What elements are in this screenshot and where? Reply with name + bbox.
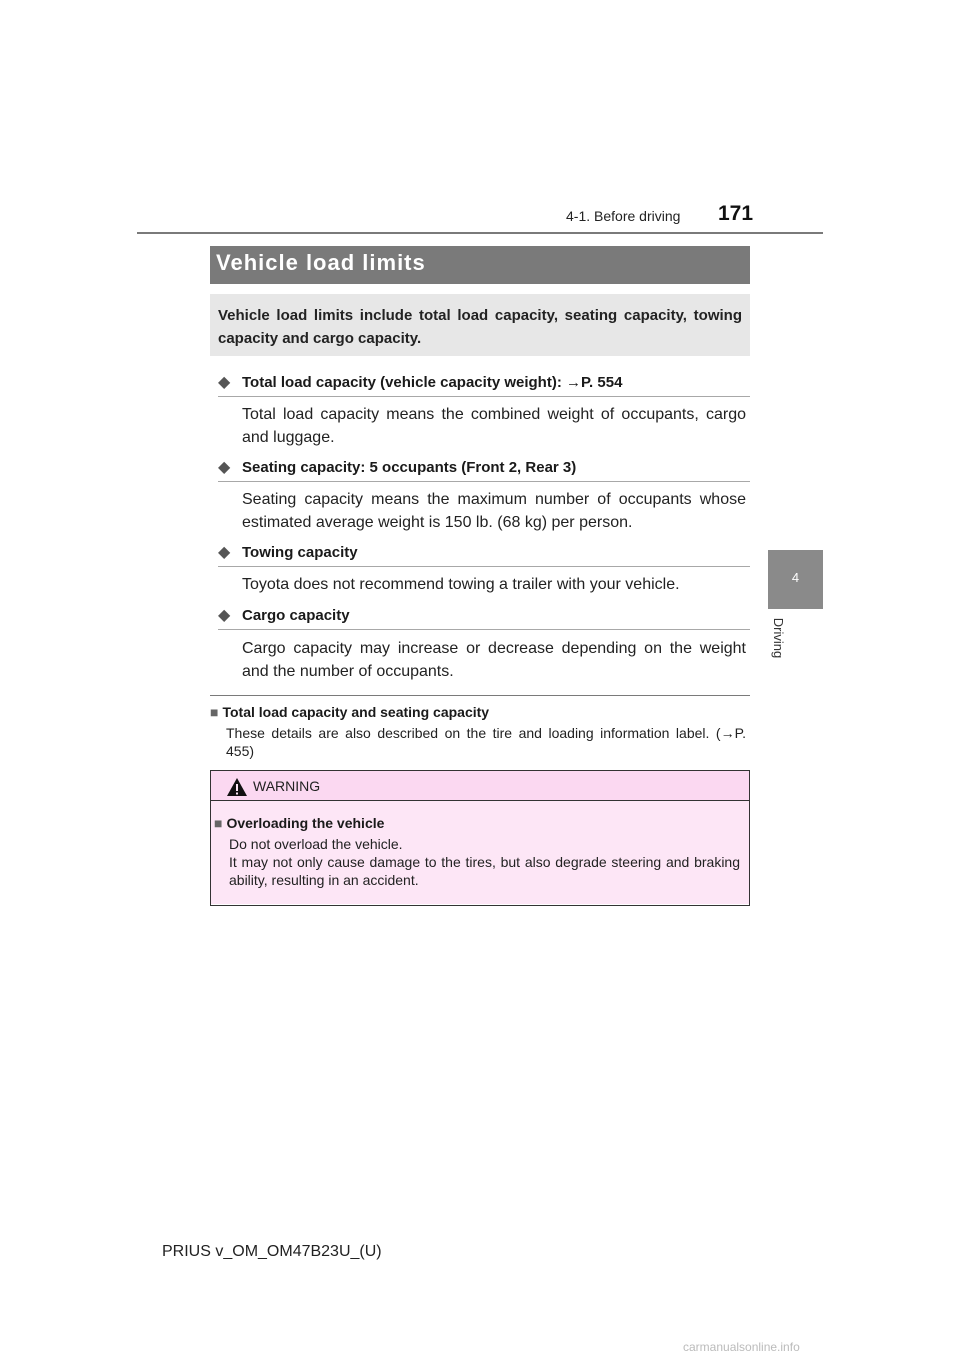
chapter-tab-number: 4: [791, 570, 800, 585]
square-bullet-icon: ■: [214, 815, 223, 831]
item-heading-towing: [218, 542, 750, 567]
note-divider: [210, 695, 750, 696]
warning-triangle-icon: [226, 777, 248, 802]
item-body-total-load: Total load capacity means the combined weight of occupants, cargo and luggage.: [242, 406, 746, 446]
item-heading-seating: [218, 457, 750, 482]
warning-line-2: It may not only cause damage to the tires, but also degrade steering and braking ability, resulting in an accident.: [229, 854, 740, 888]
section-reference: 4-1. Before driving: [566, 208, 681, 224]
item-heading-text: Towing capacity: [242, 544, 358, 561]
note-title-text: Total load capacity and seating capacity: [222, 704, 490, 720]
warning-title: [214, 815, 384, 831]
warning-text: [229, 835, 740, 889]
diamond-bullet-icon: ◆: [218, 607, 231, 624]
note-body: These details are also described on the tire and loading information label. (→P. 455): [226, 725, 746, 759]
item-heading-cargo: [218, 605, 750, 630]
item-heading-text: Seating capacity: 5 occupants (Front 2, Rear 3): [242, 459, 577, 476]
square-bullet-icon: ■: [210, 704, 219, 720]
chapter-tab-label: Driving: [771, 617, 786, 659]
page-title: Vehicle load limits: [216, 250, 426, 275]
item-body-cargo: Cargo capacity may increase or decrease depending on the weight and the number of occupants.: [242, 640, 746, 680]
diamond-bullet-icon: ◆: [218, 544, 231, 561]
diamond-bullet-icon: ◆: [218, 374, 231, 391]
header-divider: [137, 232, 823, 234]
warning-title-text: Overloading the vehicle: [226, 815, 385, 831]
warning-line-1: Do not overload the vehicle.: [229, 836, 403, 852]
diamond-bullet-icon: ◆: [218, 459, 231, 476]
warning-label: WARNING: [253, 778, 321, 794]
item-heading-text: Cargo capacity: [242, 607, 350, 624]
watermark: carmanualsonline.info: [683, 1340, 800, 1354]
item-body-towing: Toyota does not recommend towing a trailer with your vehicle.: [242, 576, 680, 593]
item-heading-total-load: [218, 372, 750, 397]
page-number: 171: [718, 202, 754, 225]
intro-text: Vehicle load limits include total load capacity, seating capacity, towing capacity and cargo capacity.: [218, 307, 742, 347]
item-heading-text: Total load capacity (vehicle capacity weight): →P. 554: [242, 374, 623, 391]
item-body-seating: Seating capacity means the maximum number of occupants whose estimated average weight is 150 lb. (68 kg) per person.: [242, 491, 746, 531]
document-code: PRIUS v_OM_OM47B23U_(U): [162, 1243, 382, 1260]
note-title: [210, 704, 489, 720]
